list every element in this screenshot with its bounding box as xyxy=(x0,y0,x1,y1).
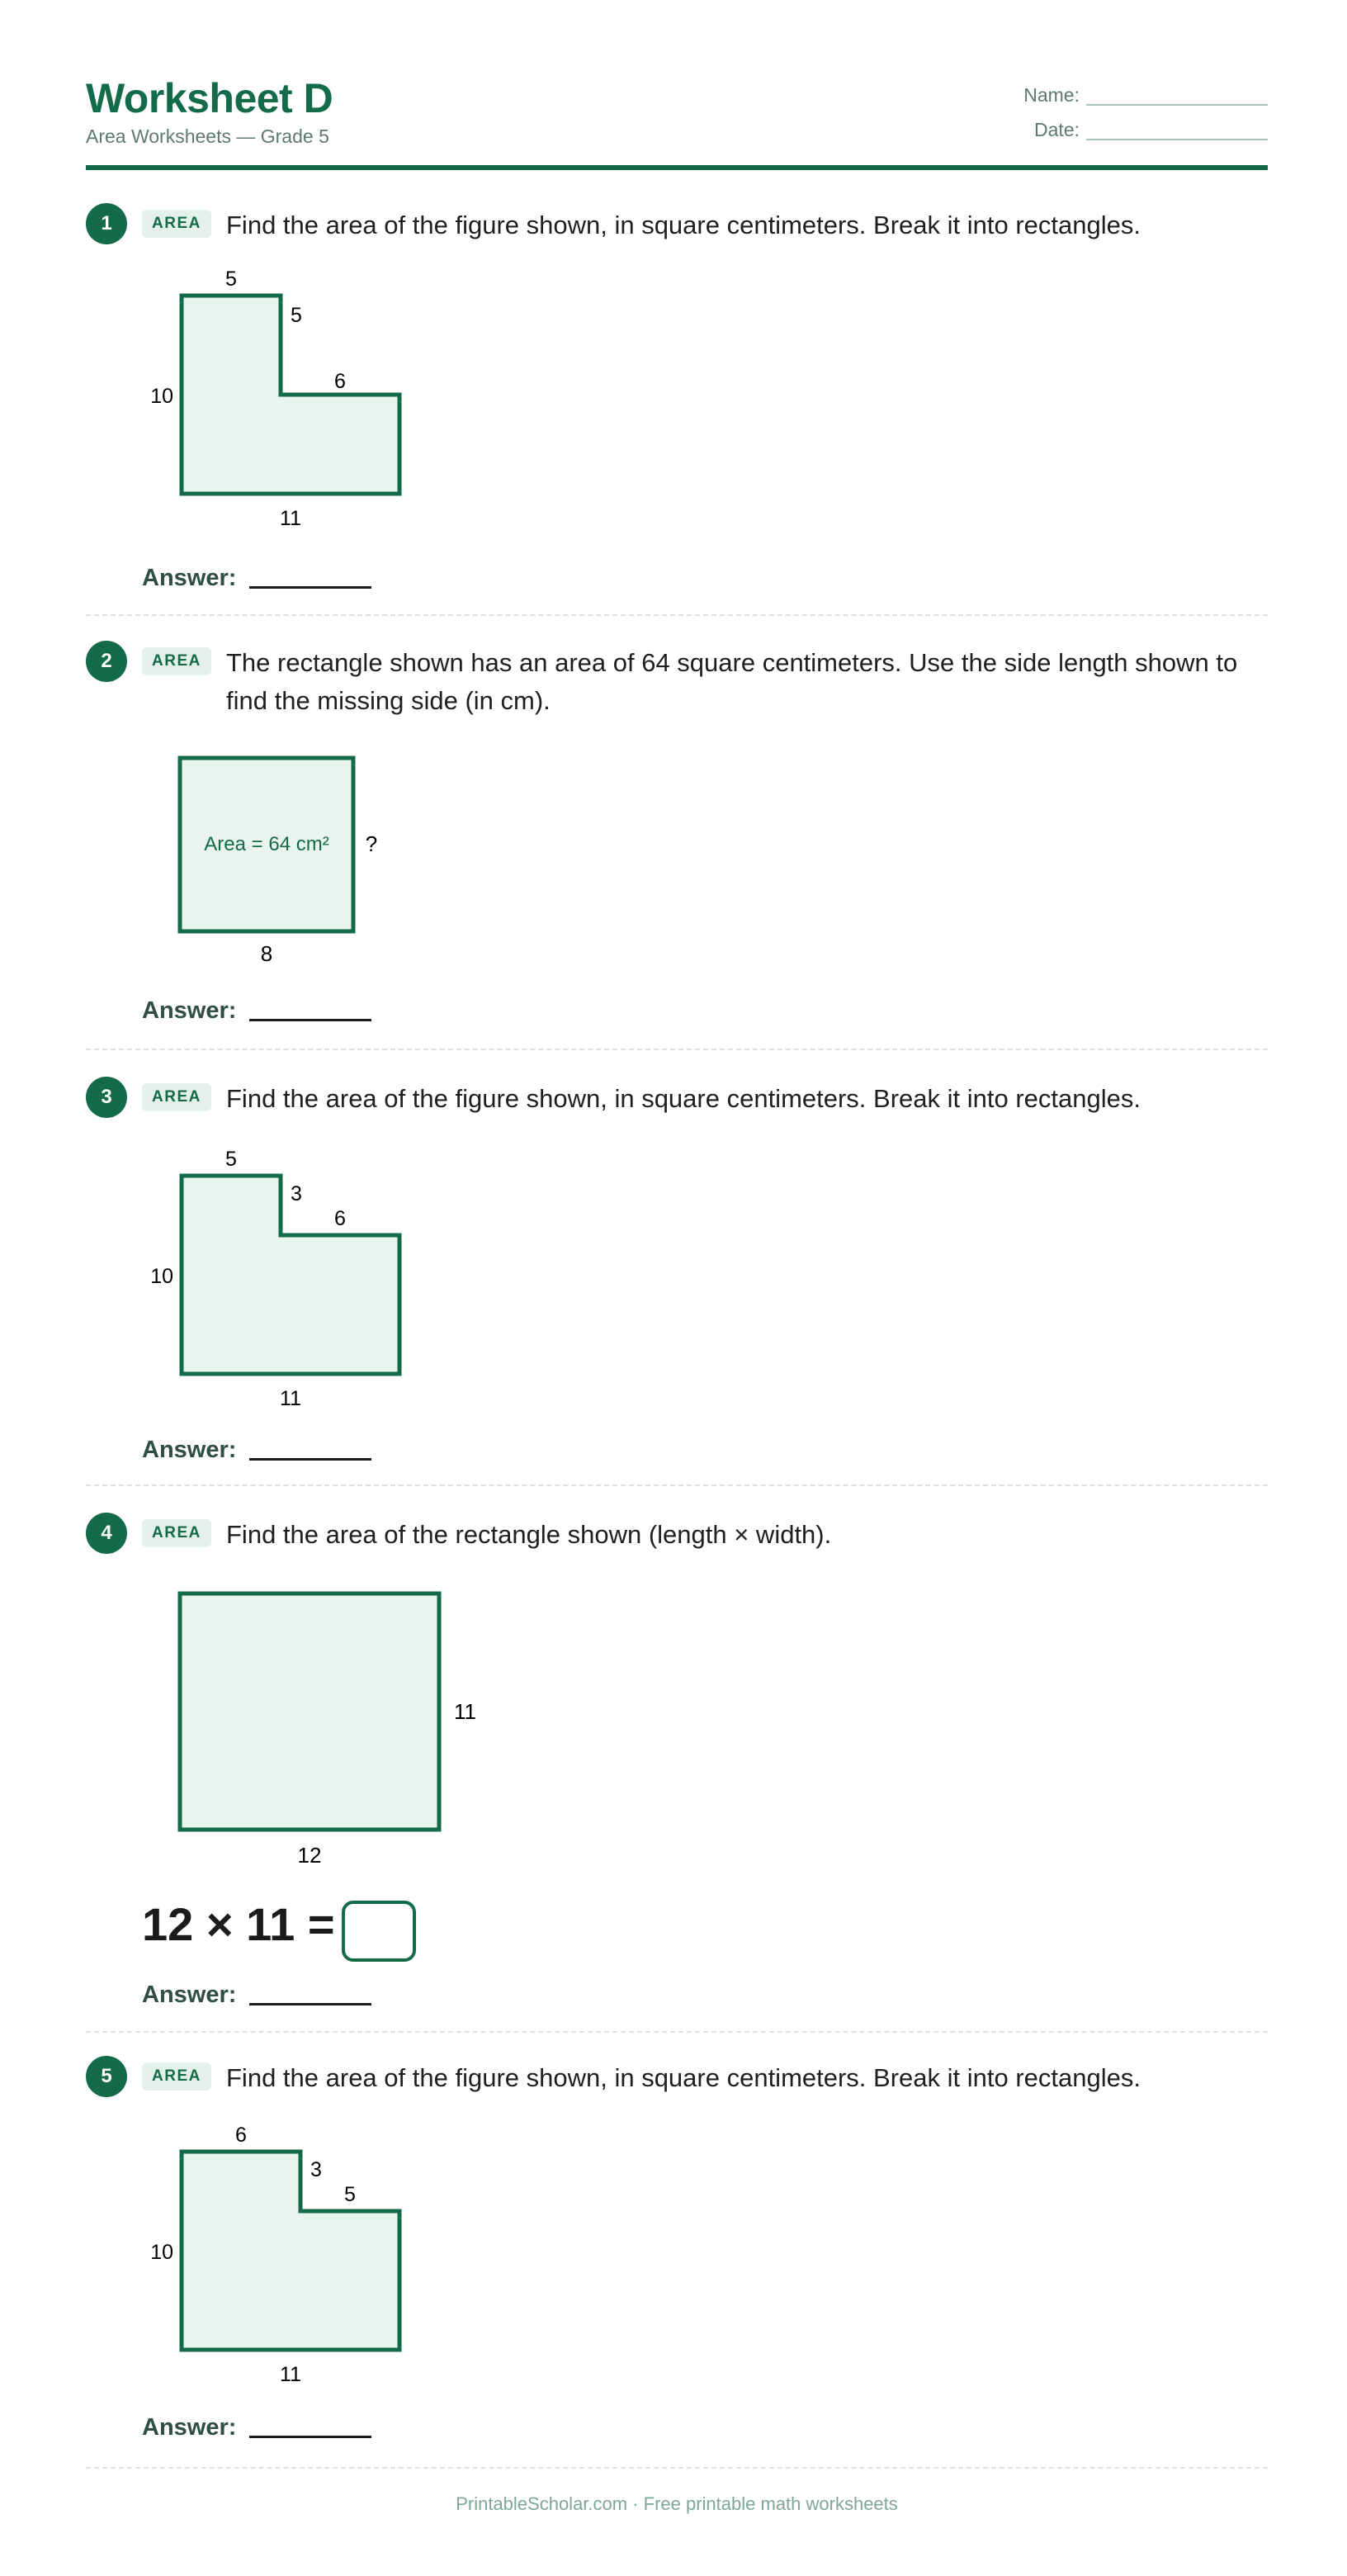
label-step: 6 xyxy=(334,370,346,393)
page-footer: PrintableScholar.com · Free printable math worksheets xyxy=(456,2493,898,2514)
question-text: The rectangle shown has an area of 64 square centimeters. Use the side length shown to find the missing side (in cm). xyxy=(226,648,1238,715)
label-notch: 5 xyxy=(291,304,302,327)
page-subtitle: Area Worksheets — Grade 5 xyxy=(86,125,329,147)
answer-blank[interactable] xyxy=(249,1019,371,1021)
area-tag: AREA xyxy=(142,647,211,675)
label-left: 10 xyxy=(150,2241,173,2264)
problem-1 xyxy=(86,203,1268,616)
name-label: Name: xyxy=(1023,84,1080,106)
area-label: Area = 64 cm² xyxy=(204,833,329,855)
label-bottom: 11 xyxy=(280,2363,301,2386)
date-label: Date: xyxy=(1034,119,1080,140)
problem-3 xyxy=(86,1077,1268,1486)
worksheet-page xyxy=(86,0,1268,2576)
rectangle-figure xyxy=(135,1582,476,1879)
l-shape-figure xyxy=(135,1143,350,1415)
label-step: 6 xyxy=(334,1207,346,1230)
answer-blank[interactable] xyxy=(249,2003,371,2005)
l-shape xyxy=(182,2152,399,2350)
label-bottom: 11 xyxy=(280,1387,301,1410)
rectangle-shape xyxy=(180,1593,439,1830)
problem-number: 4 xyxy=(86,1513,127,1554)
problem-5 xyxy=(86,2056,1268,2469)
question-text: Find the area of the figure shown, in square centimeters. Break it into rectangles. xyxy=(226,1084,1141,1113)
label-notch: 3 xyxy=(291,1182,302,1205)
l-shape-figure xyxy=(135,2122,356,2394)
area-tag: AREA xyxy=(142,1083,211,1111)
rectangle-figure xyxy=(135,748,383,971)
problem-4 xyxy=(86,1513,1268,2033)
answer-box[interactable] xyxy=(342,1901,416,1962)
label-bottom: 11 xyxy=(280,507,301,530)
name-field[interactable] xyxy=(987,84,1268,109)
label-notch: 3 xyxy=(310,2158,322,2181)
worksheet-header xyxy=(86,71,1268,170)
label-left: 10 xyxy=(150,1265,173,1288)
problem-number: 3 xyxy=(86,1077,127,1118)
answer-row xyxy=(142,997,371,1025)
label-top: 6 xyxy=(235,2124,247,2147)
answer-row xyxy=(142,1982,371,2010)
problem-number: 2 xyxy=(86,641,127,682)
answer-blank[interactable] xyxy=(249,1458,371,1461)
date-line[interactable] xyxy=(1086,139,1268,140)
page-title: Worksheet D xyxy=(86,75,333,121)
problem-2 xyxy=(86,641,1268,1050)
answer-label: Answer: xyxy=(142,997,237,1024)
answer-blank[interactable] xyxy=(249,2436,371,2438)
problem-number: 5 xyxy=(86,2056,127,2097)
label-left: 10 xyxy=(150,385,173,408)
name-line[interactable] xyxy=(1086,104,1268,106)
label-top: 5 xyxy=(225,268,237,291)
label-step: 5 xyxy=(344,2183,356,2206)
label-right: 11 xyxy=(454,1699,476,1724)
question-text: Find the area of the rectangle shown (length × width). xyxy=(226,1520,832,1549)
label-bottom: 12 xyxy=(297,1843,322,1868)
l-shape-figure xyxy=(135,269,350,542)
answer-row xyxy=(142,2414,371,2442)
problem-number: 1 xyxy=(86,203,127,244)
answer-row xyxy=(142,565,371,593)
area-tag: AREA xyxy=(142,210,211,238)
question-text: Find the area of the figure shown, in square centimeters. Break it into rectangles. xyxy=(226,211,1141,239)
area-tag: AREA xyxy=(142,1519,211,1547)
question-text: Find the area of the figure shown, in square centimeters. Break it into rectangles. xyxy=(226,2063,1141,2092)
answer-label: Answer: xyxy=(142,1982,237,2008)
label-bottom: 8 xyxy=(260,941,273,966)
area-tag: AREA xyxy=(142,2062,211,2091)
label-top: 5 xyxy=(225,1148,237,1171)
answer-label: Answer: xyxy=(142,1437,237,1463)
date-field[interactable] xyxy=(987,119,1268,144)
l-shape xyxy=(182,1176,399,1374)
answer-blank[interactable] xyxy=(249,586,371,589)
label-right: ? xyxy=(365,831,378,856)
multiplication-equation: 12 × 11 = xyxy=(142,1898,335,1950)
answer-row xyxy=(142,1437,371,1465)
answer-label: Answer: xyxy=(142,2414,237,2441)
answer-label: Answer: xyxy=(142,565,237,591)
